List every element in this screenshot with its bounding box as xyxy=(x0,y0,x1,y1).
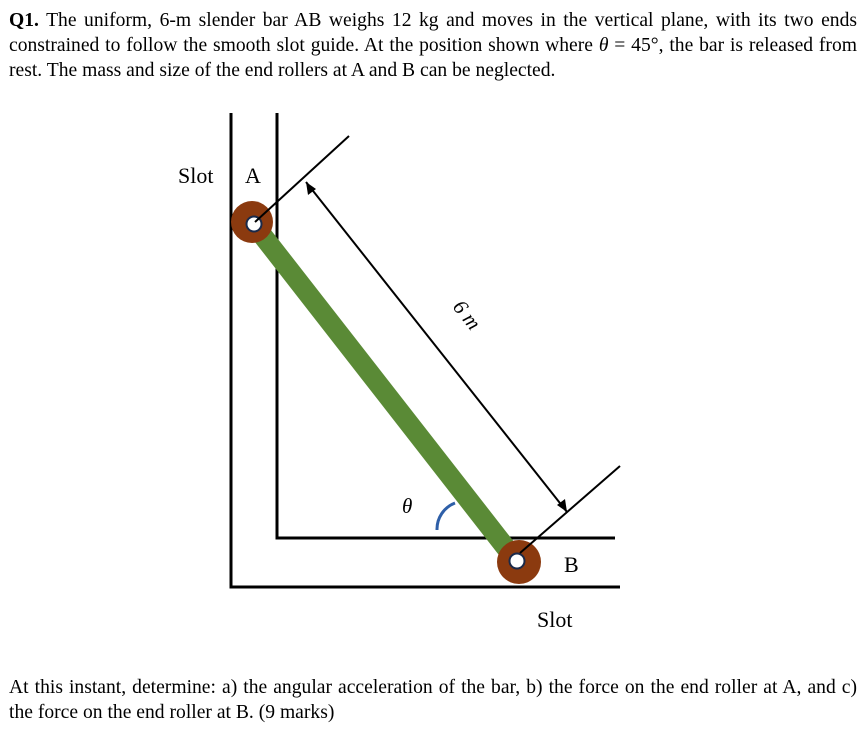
roller-a xyxy=(231,201,273,243)
question-text-part2: = 45°, the bar is released from rest. The mass and size of the end rollers at A and B can be neglected. xyxy=(9,35,857,81)
slot-horizontal-label: Slot xyxy=(537,607,573,632)
point-b-label: B xyxy=(564,552,579,577)
extension-line-a xyxy=(255,136,349,222)
point-a-label: A xyxy=(245,163,261,188)
question-number: Q1. xyxy=(9,10,39,31)
roller-b xyxy=(497,540,541,584)
question-text-part1: The uniform, 6-m slender bar AB weighs 12 kg and moves in the vertical plane, with its two ends constrained to follow the smooth slot guide. At the position shown where xyxy=(9,10,857,56)
slot-vertical-label: Slot xyxy=(178,163,214,188)
theta-symbol: θ xyxy=(598,35,609,56)
angle-arc xyxy=(437,503,455,530)
bar-ab xyxy=(252,222,517,562)
length-label: 6 m xyxy=(448,295,487,335)
task-statement: At this instant, determine: a) the angular acceleration of the bar, b) the force on the end roller at A, and c) the force on the end roller at B. (9 marks) xyxy=(9,677,857,723)
angle-label: θ xyxy=(402,494,413,518)
extension-line-b xyxy=(520,466,620,553)
